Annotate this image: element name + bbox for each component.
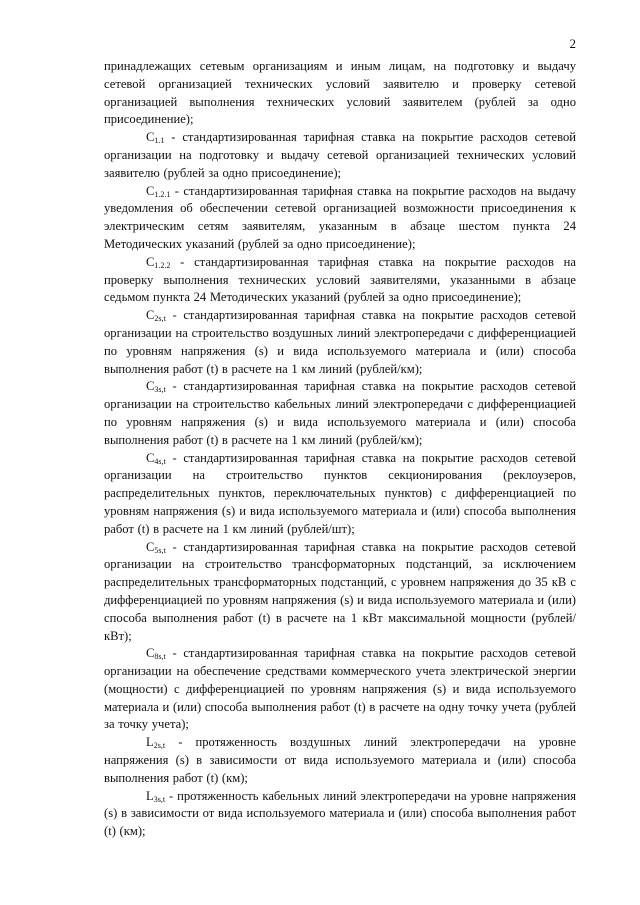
definition-l3	[104, 788, 576, 841]
definition-c11	[104, 129, 576, 182]
definition-c8	[104, 645, 576, 734]
definition-text: - стандартизированная тарифная ставка на покрытие расходов сетевой организации на строительство пунктов секционирования (реклоузеров, распределительных пунктов, переключательных пунктов) с дифференциацией по уровням напряжения (s) и вида используемого материала и (или) способа выполнения работ (t) в расчете на 1 км линий (рублей/шт);	[104, 450, 576, 536]
formula-subscript: 3s,t	[153, 794, 166, 804]
formula-subscript: 3s,t	[154, 385, 166, 395]
definition-text: - стандартизированная тарифная ставка на покрытие расходов на выдачу уведомления об обеспечении сетевой организацией возможности присоединения к электрическим сетям заявителям, указанным в абзаце шестом пункта 24 Методических указаний (рублей за одно присоединение);	[104, 183, 576, 251]
formula-subscript: 1.1	[154, 136, 165, 146]
formula-symbol: $L_{3s,t}$	[146, 788, 166, 804]
formula-subscript: 8s,t	[154, 652, 166, 662]
formula-subscript: 2s,t	[154, 314, 166, 324]
definition-c4	[104, 450, 576, 539]
definition-l2	[104, 734, 576, 787]
definition-text: - стандартизированная тарифная ставка на покрытие расходов сетевой организации на подготовку и выдачу сетевой организацией технических условий заявителю (рублей за одно присоединение);	[104, 130, 576, 180]
definition-text: - стандартизированная тарифная ставка на покрытие расходов сетевой организации на обеспечение средствами коммерческого учета электрической энергии (мощности) с дифференциацией по уровням напряжения (s) и вида используемого материала и (или) способа выполнения работ (t) в расчете на одну точку учета (рублей за точку учета);	[104, 646, 576, 732]
formula-symbol: $C_{8s,t}$	[146, 646, 166, 662]
definition-text: - стандартизированная тарифная ставка на покрытие расходов сетевой организации на строительство кабельных линий электропередачи с дифференциацией по уровням напряжения (s) и вида используемого материала и (или) способа выполнения работ (t) в расчете на 1 км линий (рублей/км);	[104, 379, 576, 447]
definition-c121	[104, 183, 576, 254]
formula-symbol: $C_{1.1}$	[146, 130, 165, 146]
formula-symbol: $L_{2s,t}$	[146, 735, 166, 751]
definition-c5	[104, 539, 576, 646]
definition-c122	[104, 254, 576, 307]
paragraph-text: принадлежащих сетевым организациям и иным лицам, на подготовку и выдачу сетевой организацией технических условий заявителю и проверку сетевой организацией выполнения технических условий заявителем (рублей за одно присоединение);	[104, 59, 576, 127]
formula-symbol: $C_{3s,t}$	[146, 379, 166, 395]
definition-text: - стандартизированная тарифная ставка на покрытие расходов на проверку выполнения технических условий заявителями, указанными в абзаце седьмом пункта 24 Методических указаний (рублей за одно присоединение);	[104, 254, 576, 305]
definition-text: - стандартизированная тарифная ставка на покрытие расходов сетевой организации на строительство трансформаторных подстанций, за исключением распределительных трансформаторных подстанций, с уровнем напряжения до 35 кВ с дифференциацией по уровням напряжения (s) и вида используемого материала и (или) способа выполнения работ (t) в расчете на 1 кВт максимальной мощности (рублей/кВт);	[104, 539, 576, 643]
page-body	[104, 58, 576, 841]
paragraph-continuation	[104, 58, 576, 129]
page-number: 2	[569, 36, 576, 51]
definition-c2	[104, 307, 576, 378]
definition-text: - протяженность воздушных линий электропередачи на уровне напряжения (s) в зависимости от вида используемого материала и (или) способа выполнения работ (t) (км);	[104, 735, 576, 785]
formula-subscript: 5s,t	[154, 545, 166, 555]
formula-symbol: $C_{1.2.1}$	[146, 183, 171, 199]
formula-subscript: 4s,t	[154, 456, 166, 466]
formula-symbol: $C_{5s,t}$	[146, 539, 166, 555]
definition-text: - протяженность кабельных линий электропередачи на уровне напряжения (s) в зависимости от вида используемого материала и (или) способа выполнения работ (t) (км);	[104, 788, 576, 839]
formula-subscript: 1.2.1	[154, 189, 171, 199]
formula-subscript: 2s,t	[153, 741, 166, 751]
definition-text: - стандартизированная тарифная ставка на покрытие расходов сетевой организации на строительство воздушных линий электропередачи с дифференциацией по уровням напряжения (s) и вида используемого материала и (или) способа выполнения работ (t) в расчете на 1 км линий (рублей/км);	[104, 308, 576, 376]
definition-c3	[104, 378, 576, 449]
formula-symbol: $C_{1.2.2}$	[146, 254, 171, 270]
formula-symbol: $C_{4s,t}$	[146, 450, 166, 466]
formula-symbol: $C_{2s,t}$	[146, 308, 166, 324]
formula-subscript: 1.2.2	[154, 260, 171, 270]
